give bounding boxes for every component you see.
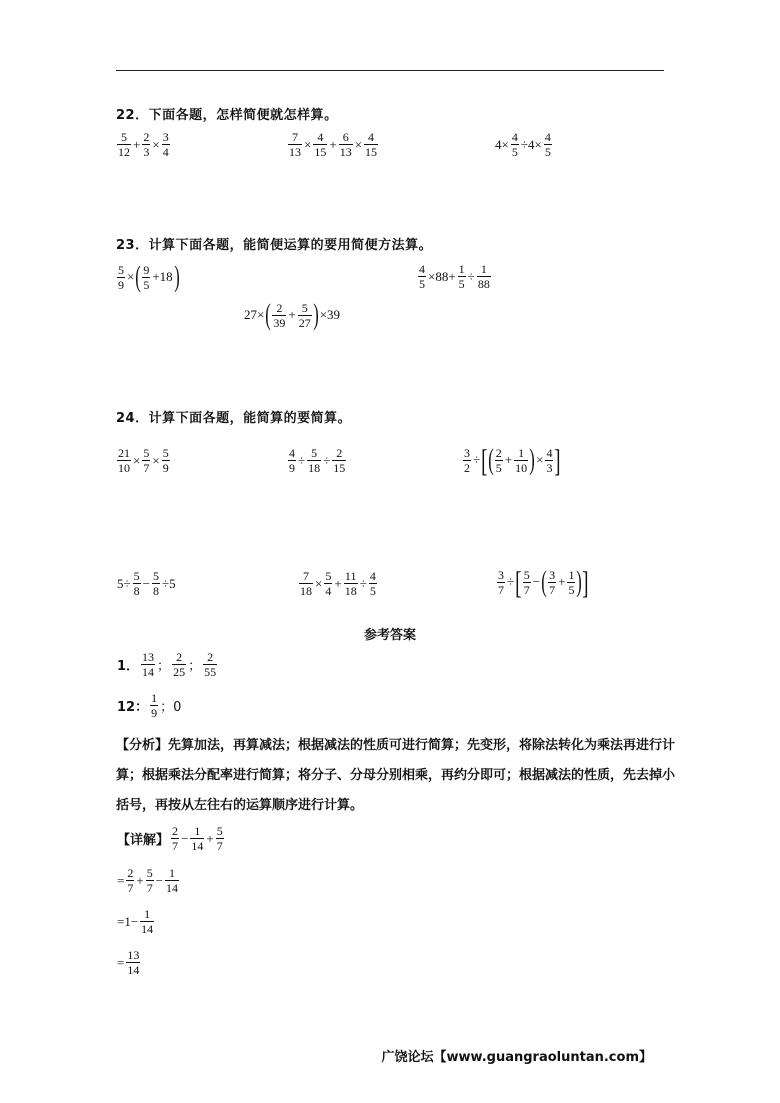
numerator: 13 <box>127 948 140 962</box>
denominator: 3 <box>143 145 150 159</box>
answer-12 <box>116 691 182 720</box>
fraction <box>117 130 131 159</box>
fraction <box>369 569 377 598</box>
fraction <box>140 907 154 936</box>
denominator: 7 <box>216 839 223 853</box>
numerator: 2 <box>143 130 150 144</box>
operator: + <box>504 452 513 467</box>
numerator: 3 <box>498 567 504 582</box>
q24-expr-5 <box>298 569 378 598</box>
denominator: 18 <box>300 584 312 598</box>
denominator: 15 <box>314 145 327 159</box>
denominator: 9 <box>118 277 124 292</box>
operator: ； <box>157 658 171 673</box>
question-23-title: 23．计算下面各题，能简便运算的要用简便方法算。 <box>116 238 433 253</box>
q24-expr-1 <box>116 446 171 475</box>
fraction <box>142 130 150 159</box>
denominator: 10 <box>515 460 528 475</box>
parenthesis: ) <box>529 443 535 476</box>
denominator: 4 <box>325 584 332 598</box>
denominator: 3 <box>546 460 553 475</box>
denominator: 5 <box>458 277 465 291</box>
numerator: 4 <box>368 130 375 144</box>
denominator: 88 <box>477 277 490 291</box>
numerator: 1 <box>480 262 487 276</box>
parenthesis: ) <box>576 565 583 598</box>
fraction <box>288 130 302 159</box>
operator: 5÷ <box>117 575 131 591</box>
numerator: 1 <box>151 691 158 705</box>
operator: × <box>536 452 544 467</box>
denominator: 7 <box>549 582 556 597</box>
denominator: 5 <box>544 145 551 159</box>
operator: ×88+ <box>428 268 456 284</box>
denominator: 5 <box>369 584 376 598</box>
operator: = <box>117 872 125 888</box>
numerator: 1 <box>194 824 201 838</box>
bracket: ] <box>554 442 562 478</box>
q23-expr-1 <box>116 262 180 292</box>
denominator: 7 <box>143 461 150 475</box>
operator: =1− <box>117 913 139 929</box>
denominator: 7 <box>127 881 134 895</box>
numerator: 7 <box>292 130 298 144</box>
denominator: 14 <box>191 839 204 853</box>
numerator: 21 <box>118 446 130 460</box>
fraction <box>313 130 327 159</box>
operator: × <box>152 452 160 468</box>
numerator: 9 <box>143 262 150 277</box>
denominator: 4 <box>162 145 169 159</box>
numerator: 2 <box>495 445 502 460</box>
operator: × <box>127 269 135 284</box>
operator: ÷ <box>467 268 475 284</box>
denominator: 7 <box>523 582 530 597</box>
operator: ÷ <box>298 452 306 468</box>
denominator: 9 <box>162 461 169 475</box>
numerator: 5 <box>523 567 530 582</box>
denominator: 27 <box>298 315 311 330</box>
fraction <box>514 446 528 475</box>
denominator: 15 <box>365 145 378 159</box>
fraction <box>298 301 312 330</box>
numerator: 2 <box>127 866 134 880</box>
fraction <box>545 446 553 475</box>
detail-line-2 <box>116 907 155 936</box>
fraction <box>288 446 296 475</box>
fraction <box>477 262 491 291</box>
numerator: 6 <box>342 130 349 144</box>
numerator: 5 <box>152 569 159 583</box>
parenthesis: ) <box>173 260 180 293</box>
numerator: 5 <box>121 130 127 144</box>
denominator: 7 <box>172 839 179 853</box>
operator: × <box>315 575 323 591</box>
fraction <box>497 568 505 597</box>
fraction <box>495 446 503 475</box>
fraction <box>162 446 170 475</box>
fraction <box>142 263 150 292</box>
denominator: 15 <box>333 461 346 475</box>
numerator: 3 <box>162 130 169 144</box>
detail-line-3 <box>116 948 141 977</box>
top-rule <box>116 70 664 71</box>
fraction <box>141 650 155 679</box>
q24-expr-2 <box>287 446 347 475</box>
operator: × <box>354 136 363 152</box>
fraction <box>567 568 575 597</box>
numerator: 4 <box>289 446 295 460</box>
denominator: 10 <box>118 461 130 475</box>
fraction <box>523 568 531 597</box>
fraction <box>272 301 286 330</box>
fraction <box>172 650 186 679</box>
operator: − <box>155 872 164 888</box>
q22-expr-1 <box>116 130 171 159</box>
parenthesis: ) <box>312 298 319 331</box>
fraction <box>162 130 170 159</box>
numerator: 5 <box>325 569 332 583</box>
question-24-title: 24．计算下面各题，能简算的要简算。 <box>116 411 352 426</box>
operator: ÷5 <box>161 575 176 591</box>
denominator: 12 <box>118 145 130 159</box>
fraction <box>544 130 552 159</box>
operator: + <box>136 872 144 888</box>
numerator: 1 <box>144 907 151 921</box>
denominator: 9 <box>289 461 295 475</box>
q22-expr-2 <box>287 130 379 159</box>
denominator: 7 <box>146 881 153 895</box>
denominator: 39 <box>273 315 286 330</box>
fraction <box>548 568 556 597</box>
answer-1 <box>116 650 218 679</box>
numerator: 13 <box>142 650 155 664</box>
numerator: 3 <box>549 567 556 582</box>
fraction <box>117 263 125 292</box>
operator: ÷4× <box>520 136 542 152</box>
operator: + <box>558 574 566 589</box>
operator: ÷ <box>359 575 367 591</box>
q24-expr-6 <box>496 566 589 598</box>
fraction <box>152 569 160 598</box>
fraction <box>216 824 224 853</box>
parenthesis: ( <box>541 565 547 598</box>
numerator: 5 <box>133 569 140 583</box>
numerator: 5 <box>162 446 169 460</box>
operator: 1． <box>117 659 140 674</box>
question-22-title: 22．下面各题，怎样简便就怎样算。 <box>116 108 338 123</box>
fraction <box>458 262 466 291</box>
fraction <box>307 446 321 475</box>
fraction <box>364 130 378 159</box>
denominator: 13 <box>289 145 301 159</box>
fraction <box>117 446 131 475</box>
operator: ×39 <box>319 307 341 322</box>
numerator: 7 <box>303 569 309 583</box>
analysis-paragraph: 【分析】先算加法，再算减法；根据减法的性质可进行简算；先变形，将除法转化为乘法再进行计算；根据乘法分配率进行简算；将分子、分母分别相乘，再约分即可；根据减法的性质，先去掉小括号，再按从左往右的运算顺序进行计算。 <box>116 738 676 813</box>
q24-expr-4 <box>116 569 177 598</box>
denominator: 14 <box>127 963 140 977</box>
fraction <box>463 446 471 475</box>
detail-line-1 <box>116 866 180 895</box>
parenthesis: ( <box>135 260 142 293</box>
q22-expr-3 <box>494 130 553 159</box>
bracket: ] <box>582 564 590 600</box>
parenthesis: ( <box>265 298 272 331</box>
denominator: 14 <box>141 922 154 936</box>
numerator: 2 <box>176 650 183 664</box>
denominator: 2 <box>464 460 470 475</box>
numerator: 2 <box>172 824 179 838</box>
denominator: 5 <box>495 460 502 475</box>
fraction <box>146 866 154 895</box>
fraction <box>126 866 134 895</box>
fraction <box>344 569 358 598</box>
numerator: 5 <box>216 824 223 838</box>
numerator: 5 <box>118 262 124 277</box>
numerator: 2 <box>207 650 214 664</box>
denominator: 5 <box>568 582 575 597</box>
numerator: 11 <box>344 569 357 583</box>
numerator: 4 <box>544 130 551 144</box>
operator: − <box>142 575 150 591</box>
denominator: 8 <box>152 584 159 598</box>
numerator: 1 <box>518 445 525 460</box>
parenthesis: ( <box>488 443 494 476</box>
fraction <box>171 824 179 853</box>
denominator: 8 <box>133 584 140 598</box>
operator: − <box>532 574 541 589</box>
answers-heading: 参考答案 <box>363 628 416 643</box>
numerator: 1 <box>568 567 575 582</box>
numerator: 4 <box>369 569 376 583</box>
operator: 27× <box>244 307 265 322</box>
fraction <box>332 446 346 475</box>
numerator: 5 <box>301 300 308 315</box>
bracket: [ <box>481 442 488 478</box>
fraction <box>142 446 150 475</box>
detail-line-0 <box>116 824 225 853</box>
denominator: 5 <box>143 277 150 292</box>
q23-expr-2 <box>417 262 492 291</box>
operator: − <box>181 830 189 846</box>
fraction <box>324 569 332 598</box>
operator: +18 <box>152 269 173 284</box>
numerator: 4 <box>317 130 324 144</box>
denominator: 55 <box>204 665 217 679</box>
operator: ；0 <box>160 700 182 715</box>
operator: ÷ <box>507 574 515 589</box>
fraction <box>126 948 140 977</box>
operator: 4× <box>495 136 509 152</box>
fraction <box>165 866 179 895</box>
denominator: 14 <box>166 881 179 895</box>
operator: + <box>206 830 214 846</box>
fraction <box>299 569 313 598</box>
numerator: 4 <box>419 262 425 276</box>
fraction <box>150 691 158 720</box>
numerator: 1 <box>169 866 176 880</box>
operator: + <box>329 136 337 152</box>
operator: + <box>334 575 342 591</box>
numerator: 4 <box>546 445 553 460</box>
numerator: 2 <box>336 446 343 460</box>
denominator: 5 <box>511 145 518 159</box>
numerator: 2 <box>276 300 283 315</box>
footer-site-link[interactable]: 广饶论坛【www.guangraoluntan.com】 <box>381 1050 652 1065</box>
numerator: 5 <box>311 446 318 460</box>
operator: = <box>117 954 125 970</box>
operator: ÷ <box>323 452 331 468</box>
operator: ； <box>188 658 202 673</box>
numerator: 5 <box>143 446 150 460</box>
operator: 【详解】 <box>117 833 170 848</box>
fraction <box>133 569 141 598</box>
numerator: 4 <box>511 130 518 144</box>
operator: 12： <box>117 700 149 715</box>
denominator: 25 <box>173 665 186 679</box>
operator: ÷ <box>473 452 481 467</box>
operator: + <box>133 136 141 152</box>
denominator: 5 <box>419 277 425 291</box>
denominator: 14 <box>142 665 155 679</box>
operator: × <box>152 136 160 152</box>
fraction <box>190 824 204 853</box>
numerator: 5 <box>146 866 153 880</box>
numerator: 1 <box>458 262 465 276</box>
operator: × <box>304 136 312 152</box>
fraction <box>203 650 217 679</box>
q23-expr-3 <box>243 300 341 330</box>
denominator: 13 <box>339 145 352 159</box>
fraction <box>418 262 426 291</box>
operator: × <box>133 452 141 468</box>
bracket: [ <box>515 564 522 600</box>
denominator: 18 <box>344 584 357 598</box>
numerator: 3 <box>464 445 470 460</box>
fraction <box>339 130 353 159</box>
fraction <box>511 130 519 159</box>
denominator: 9 <box>151 706 158 720</box>
denominator: 18 <box>308 461 321 475</box>
operator: + <box>288 307 296 322</box>
denominator: 7 <box>498 582 504 597</box>
q24-expr-3 <box>462 444 561 476</box>
